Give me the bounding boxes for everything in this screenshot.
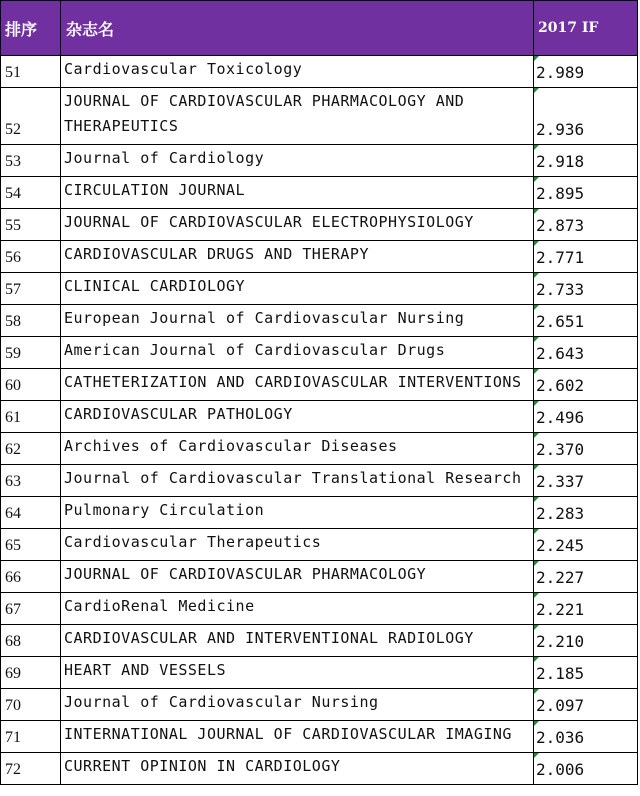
rank-cell: 71 (1, 721, 61, 753)
impact-factor-cell: 2.370 (534, 433, 638, 465)
journal-name-cell: CURRENT OPINION IN CARDIOLOGY (61, 753, 534, 785)
impact-factor-cell: 2.210 (534, 625, 638, 657)
impact-factor-cell: 2.602 (534, 369, 638, 401)
header-rank: 排序 (1, 1, 61, 56)
table-row (1, 369, 638, 401)
table-row (1, 56, 638, 88)
header-row (1, 1, 638, 56)
impact-factor-cell: 2.733 (534, 273, 638, 305)
journal-name-cell: JOURNAL OF CARDIOVASCULAR PHARMACOLOGY (61, 561, 534, 593)
rank-cell: 62 (1, 433, 61, 465)
table-row (1, 593, 638, 625)
rank-cell: 67 (1, 593, 61, 625)
header-impact-factor: 2017 IF (534, 1, 638, 56)
impact-factor-cell: 2.651 (534, 305, 638, 337)
impact-factor-cell: 2.337 (534, 465, 638, 497)
table-body (1, 56, 638, 785)
journal-name-cell: Cardiovascular Therapeutics (61, 529, 534, 561)
impact-factor-cell: 2.036 (534, 721, 638, 753)
journal-name-cell: CARDIOVASCULAR AND INTERVENTIONAL RADIOLOGY (61, 625, 534, 657)
journal-name-cell: CIRCULATION JOURNAL (61, 177, 534, 209)
journal-name-cell: CLINICAL CARDIOLOGY (61, 273, 534, 305)
rank-cell: 58 (1, 305, 61, 337)
journal-name-cell: Archives of Cardiovascular Diseases (61, 433, 534, 465)
rank-cell: 53 (1, 145, 61, 177)
rank-cell: 55 (1, 209, 61, 241)
rank-cell: 57 (1, 273, 61, 305)
impact-factor-cell: 2.227 (534, 561, 638, 593)
impact-factor-cell: 2.771 (534, 241, 638, 273)
rank-cell: 51 (1, 56, 61, 88)
journal-name-cell: JOURNAL OF CARDIOVASCULAR PHARMACOLOGY AND THERAPEUTICS (61, 88, 534, 145)
journal-name-cell: American Journal of Cardiovascular Drugs (61, 337, 534, 369)
header-journal-name: 杂志名 (61, 1, 534, 56)
impact-factor-cell: 2.936 (534, 88, 638, 145)
impact-factor-cell: 2.918 (534, 145, 638, 177)
journal-name-cell: Journal of Cardiovascular Nursing (61, 689, 534, 721)
table-row (1, 145, 638, 177)
table-row (1, 305, 638, 337)
journal-name-cell: Journal of Cardiology (61, 145, 534, 177)
journal-name-cell: CARDIOVASCULAR DRUGS AND THERAPY (61, 241, 534, 273)
journal-name-cell: CATHETERIZATION AND CARDIOVASCULAR INTERVENTIONS (61, 369, 534, 401)
rank-cell: 69 (1, 657, 61, 689)
table-row (1, 273, 638, 305)
rank-cell: 59 (1, 337, 61, 369)
rank-cell: 56 (1, 241, 61, 273)
table-row (1, 241, 638, 273)
rank-cell: 52 (1, 88, 61, 145)
journal-name-cell: CardioRenal Medicine (61, 593, 534, 625)
table-row (1, 529, 638, 561)
table-row (1, 497, 638, 529)
rank-cell: 72 (1, 753, 61, 785)
table-row (1, 88, 638, 145)
rank-cell: 70 (1, 689, 61, 721)
impact-factor-cell: 2.643 (534, 337, 638, 369)
table-row (1, 401, 638, 433)
table-row (1, 689, 638, 721)
rank-cell: 61 (1, 401, 61, 433)
rank-cell: 66 (1, 561, 61, 593)
table-row (1, 209, 638, 241)
table-row (1, 465, 638, 497)
table-row (1, 561, 638, 593)
table-header (1, 1, 638, 56)
impact-factor-cell: 2.185 (534, 657, 638, 689)
rank-cell: 65 (1, 529, 61, 561)
table-row (1, 625, 638, 657)
table-row (1, 177, 638, 209)
impact-factor-cell: 2.097 (534, 689, 638, 721)
impact-factor-cell: 2.989 (534, 56, 638, 88)
journal-name-cell: Journal of Cardiovascular Translational Research (61, 465, 534, 497)
journal-name-cell: CARDIOVASCULAR PATHOLOGY (61, 401, 534, 433)
impact-factor-cell: 2.221 (534, 593, 638, 625)
journal-name-cell: European Journal of Cardiovascular Nursing (61, 305, 534, 337)
table-row (1, 657, 638, 689)
journal-name-cell: Pulmonary Circulation (61, 497, 534, 529)
table-row (1, 337, 638, 369)
impact-factor-cell: 2.496 (534, 401, 638, 433)
rank-cell: 63 (1, 465, 61, 497)
journal-name-cell: HEART AND VESSELS (61, 657, 534, 689)
journal-name-cell: JOURNAL OF CARDIOVASCULAR ELECTROPHYSIOLOGY (61, 209, 534, 241)
rank-cell: 68 (1, 625, 61, 657)
rank-cell: 60 (1, 369, 61, 401)
impact-factor-cell: 2.283 (534, 497, 638, 529)
impact-factor-cell: 2.006 (534, 753, 638, 785)
journal-name-cell: Cardiovascular Toxicology (61, 56, 534, 88)
rank-cell: 54 (1, 177, 61, 209)
table-row (1, 753, 638, 785)
rank-cell: 64 (1, 497, 61, 529)
impact-factor-cell: 2.873 (534, 209, 638, 241)
journal-name-cell: INTERNATIONAL JOURNAL OF CARDIOVASCULAR IMAGING (61, 721, 534, 753)
impact-factor-cell: 2.895 (534, 177, 638, 209)
impact-factor-cell: 2.245 (534, 529, 638, 561)
table-row (1, 721, 638, 753)
table-row (1, 433, 638, 465)
